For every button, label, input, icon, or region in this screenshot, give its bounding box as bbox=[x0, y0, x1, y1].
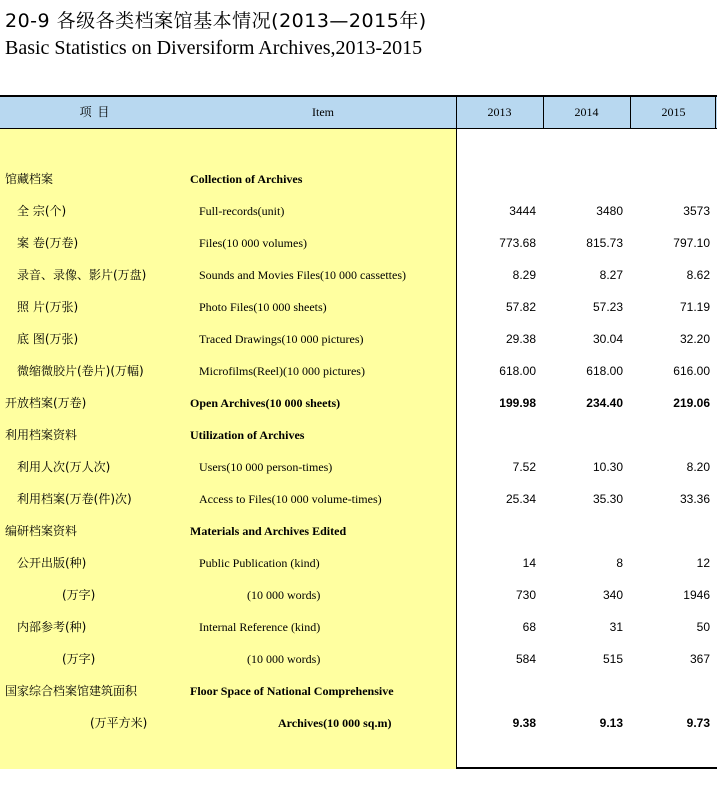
table-row bbox=[0, 451, 717, 483]
row-label-en: Photo Files(10 000 sheets) bbox=[199, 300, 327, 314]
table-row bbox=[0, 707, 717, 739]
value-2014 bbox=[543, 163, 623, 195]
row-label-zh: (万字) bbox=[62, 588, 96, 602]
row-label-en: Utilization of Archives bbox=[190, 428, 305, 442]
value-2013 bbox=[456, 419, 536, 451]
row-label-zh: (万字) bbox=[62, 652, 96, 666]
header-2013: 2013 bbox=[487, 105, 512, 119]
table-row bbox=[0, 611, 717, 643]
row-label-zh: 开放档案(万卷) bbox=[5, 396, 87, 410]
table-row bbox=[0, 483, 717, 515]
value-2015: 8.20 bbox=[686, 460, 710, 474]
value-2013: 773.68 bbox=[499, 236, 536, 250]
row-label-en: Floor Space of National Comprehensive bbox=[190, 684, 394, 698]
value-2015: 367 bbox=[689, 652, 710, 666]
value-2015: 616.00 bbox=[673, 364, 710, 378]
row-label-en: Sounds and Movies Files(10 000 cassettes) bbox=[199, 268, 406, 282]
row-label-zh: 内部参考(种) bbox=[17, 620, 87, 634]
row-label-en: Archives(10 000 sq.m) bbox=[278, 716, 392, 730]
table-row bbox=[0, 259, 717, 291]
value-2013: 68 bbox=[522, 620, 536, 634]
row-label-en: (10 000 words) bbox=[247, 588, 321, 602]
value-2015: 219.06 bbox=[673, 396, 710, 410]
table-row bbox=[0, 227, 717, 259]
value-2014: 8 bbox=[616, 556, 623, 570]
row-label-zh: 录音、录像、影片(万盘) bbox=[17, 268, 147, 282]
row-label-zh: 利用人次(万人次) bbox=[17, 460, 111, 474]
value-2015: 1946 bbox=[683, 588, 710, 602]
table-row bbox=[0, 195, 717, 227]
row-label-en: (10 000 words) bbox=[247, 652, 321, 666]
value-2015 bbox=[630, 419, 710, 451]
value-2015: 9.73 bbox=[686, 716, 710, 730]
row-label-zh: 底 图(万张) bbox=[17, 332, 79, 346]
value-2015: 50 bbox=[696, 620, 710, 634]
header-2015: 2015 bbox=[661, 105, 686, 119]
value-2013: 29.38 bbox=[505, 332, 536, 346]
table-row bbox=[0, 675, 717, 707]
value-2015: 8.62 bbox=[686, 268, 710, 282]
row-label-en: Microfilms(Reel)(10 000 pictures) bbox=[199, 364, 365, 378]
value-2013: 584 bbox=[515, 652, 536, 666]
row-label-en: Traced Drawings(10 000 pictures) bbox=[199, 332, 364, 346]
row-label-en: Materials and Archives Edited bbox=[190, 524, 347, 538]
value-2014: 340 bbox=[602, 588, 623, 602]
value-2013: 9.38 bbox=[512, 716, 536, 730]
table-row bbox=[0, 515, 717, 547]
value-2013: 25.34 bbox=[505, 492, 536, 506]
row-label-en: Full-records(unit) bbox=[199, 204, 285, 218]
row-label-zh: 利用档案(万卷(件)次) bbox=[17, 492, 132, 506]
row-label-en: Open Archives(10 000 sheets) bbox=[190, 396, 341, 410]
value-2014: 35.30 bbox=[592, 492, 623, 506]
value-2014 bbox=[543, 675, 623, 707]
table-row bbox=[0, 643, 717, 675]
row-label-en: Internal Reference (kind) bbox=[199, 620, 321, 634]
table-row bbox=[0, 291, 717, 323]
row-label-zh: 公开出版(种) bbox=[17, 556, 87, 570]
value-2014: 618.00 bbox=[586, 364, 623, 378]
table-row bbox=[0, 163, 717, 195]
column-divider bbox=[715, 97, 716, 129]
row-label-en: Collection of Archives bbox=[190, 172, 303, 186]
value-2013 bbox=[456, 515, 536, 547]
value-2013: 3444 bbox=[509, 204, 536, 218]
value-2014: 9.13 bbox=[599, 716, 623, 730]
row-label-zh: (万平方米) bbox=[90, 716, 148, 730]
value-2015 bbox=[630, 515, 710, 547]
value-2015: 71.19 bbox=[679, 300, 710, 314]
statistics-table bbox=[0, 95, 717, 769]
header-item-en: Item bbox=[312, 105, 334, 119]
row-label-en: Users(10 000 person-times) bbox=[199, 460, 333, 474]
value-2014 bbox=[543, 515, 623, 547]
value-2013 bbox=[456, 675, 536, 707]
table-row bbox=[0, 355, 717, 387]
value-2013: 57.82 bbox=[505, 300, 536, 314]
table-row bbox=[0, 323, 717, 355]
header-item-zh: 项 目 bbox=[79, 105, 111, 119]
value-2014: 57.23 bbox=[592, 300, 623, 314]
row-label-en: Files(10 000 volumes) bbox=[199, 236, 307, 250]
value-2013: 199.98 bbox=[499, 396, 536, 410]
value-2013: 618.00 bbox=[499, 364, 536, 378]
value-2014: 234.40 bbox=[586, 396, 623, 410]
value-2013 bbox=[456, 163, 536, 195]
row-label-zh: 国家综合档案馆建筑面积 bbox=[5, 684, 138, 698]
value-2015: 12 bbox=[696, 556, 710, 570]
value-2015: 3573 bbox=[683, 204, 710, 218]
row-label-en: Public Publication (kind) bbox=[199, 556, 320, 570]
value-2014: 30.04 bbox=[592, 332, 623, 346]
header-2014: 2014 bbox=[574, 105, 599, 119]
table-row bbox=[0, 387, 717, 419]
row-label-zh: 照 片(万张) bbox=[17, 300, 79, 314]
value-2013: 14 bbox=[522, 556, 536, 570]
value-2015: 797.10 bbox=[673, 236, 710, 250]
value-2015: 33.36 bbox=[679, 492, 710, 506]
row-label-zh: 全 宗(个) bbox=[17, 204, 67, 218]
value-2015: 32.20 bbox=[679, 332, 710, 346]
row-label-en: Access to Files(10 000 volume-times) bbox=[199, 492, 382, 506]
value-2013: 8.29 bbox=[512, 268, 536, 282]
value-2014: 515 bbox=[602, 652, 623, 666]
value-2014: 8.27 bbox=[599, 268, 623, 282]
value-2014: 3480 bbox=[596, 204, 623, 218]
column-divider bbox=[543, 97, 544, 129]
row-label-zh: 案 卷(万卷) bbox=[17, 236, 79, 250]
column-divider bbox=[630, 97, 631, 129]
value-2014: 815.73 bbox=[586, 236, 623, 250]
row-label-zh: 编研档案资料 bbox=[5, 524, 78, 538]
value-2015 bbox=[630, 163, 710, 195]
table-header bbox=[0, 97, 717, 129]
row-label-zh: 馆藏档案 bbox=[5, 172, 54, 186]
row-label-zh: 利用档案资料 bbox=[5, 428, 78, 442]
value-2014: 31 bbox=[609, 620, 623, 634]
table-row bbox=[0, 579, 717, 611]
value-2013: 7.52 bbox=[512, 460, 536, 474]
table-row bbox=[0, 419, 717, 451]
value-2015 bbox=[630, 675, 710, 707]
table-row bbox=[0, 547, 717, 579]
value-2013: 730 bbox=[515, 588, 536, 602]
value-2014 bbox=[543, 419, 623, 451]
row-label-zh: 微缩微胶片(卷片)(万幅) bbox=[17, 364, 144, 378]
page-title-en: Basic Statistics on Diversiform Archives,2013-2015 bbox=[5, 37, 423, 59]
value-2014: 10.30 bbox=[592, 460, 623, 474]
page-title-zh: 20-9 各级各类档案馆基本情况(2013—2015年) bbox=[5, 10, 427, 32]
